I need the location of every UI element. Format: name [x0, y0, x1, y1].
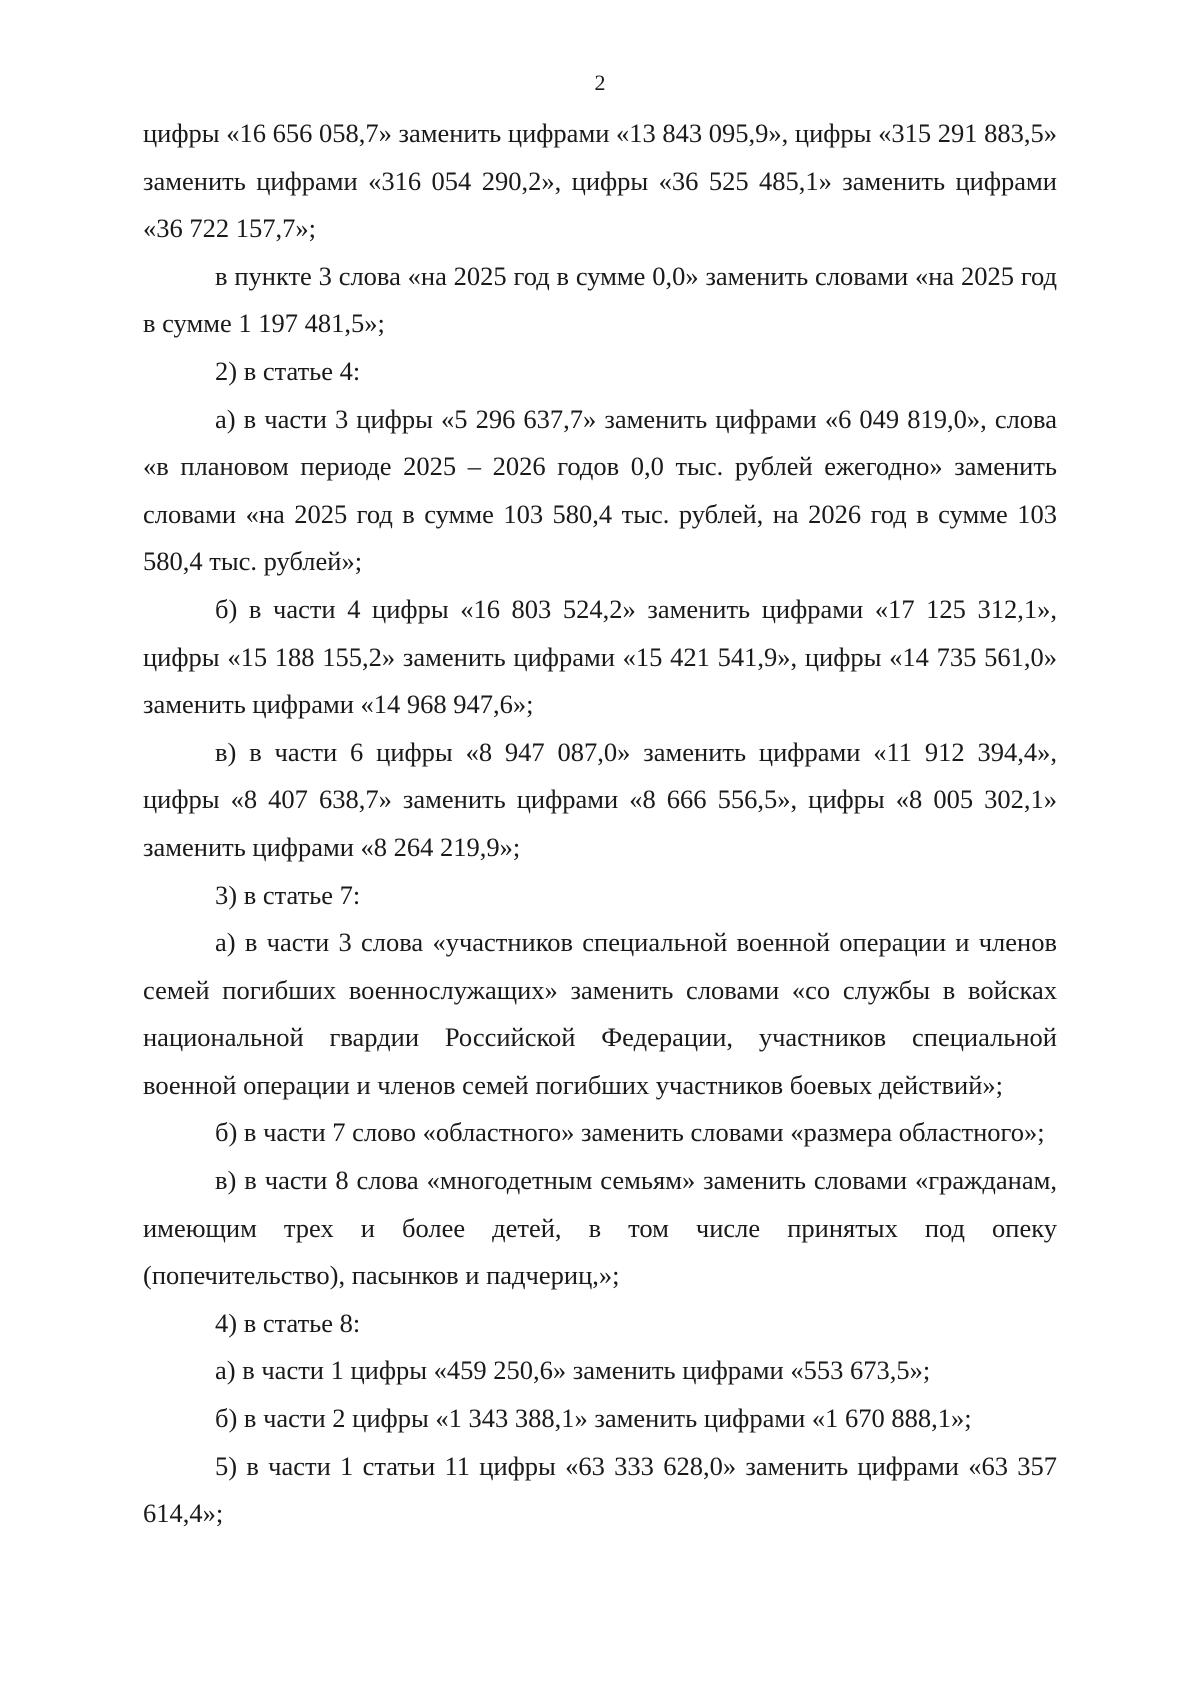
page-number: 2 — [594, 70, 606, 95]
paragraph-article-8-a: а) в части 1 цифры «459 250,6» заменить цифрами «553 673,5»; — [215, 1355, 931, 1386]
paragraph-article-4-b: б) в части 4 цифры «16 803 524,2» заменить цифрами «17 125 312,1», цифры «15 188 155,2» заменить цифрами «15 421 541,9», цифры «14 735 561,0» заменить цифрами «14 968 947,6»; — [143, 593, 1057, 720]
paragraph-article-4-a: а) в части 3 цифры «5 296 637,7» заменить цифрами «6 049 819,0», слова «в плановом периоде 2025 – 2026 годов 0,0 тыс. рублей ежегодно» заменить словами «на 2025 год в сумме 103 580,4 тыс. рублей, на 2026 год в сумме 103 580,4 тыс. рублей»; — [143, 403, 1057, 577]
paragraph-article-7-v: в) в части 8 слова «многодетным семьям» заменить словами «гражданам, имеющим трех и более детей, в том числе принятых под опеку (попечительство), пасынков и падчериц,»; — [143, 1165, 1057, 1291]
paragraph-amounts-continuation: цифры «16 656 058,7» заменить цифрами «13 843 095,9», цифры «315 291 883,5» заменить цифрами «316 054 290,2», цифры «36 525 485,1» заменить цифрами «36 722 157,7»; — [143, 118, 1057, 244]
paragraph-article-7-heading: 3) в статье 7: — [215, 879, 361, 910]
paragraph-article-8-heading: 4) в статье 8: — [215, 1307, 361, 1338]
paragraph-article-4-heading: 2) в статье 4: — [215, 355, 361, 386]
paragraph-point-3: в пункте 3 слова «на 2025 год в сумме 0,0» заменить словами «на 2025 год в сумме 1 197 481,5»; — [143, 260, 1057, 339]
paragraph-article-7-a: а) в части 3 слова «участников специальной военной операции и членов семей погибших военнослужащих» заменить словами «со службы в войсках национальной гвардии Российской Федерации, участников специальной военной операции и членов семей погибших участников боевых действий»; — [143, 927, 1057, 1100]
paragraph-article-4-v: в) в части 6 цифры «8 947 087,0» заменить цифрами «11 912 394,4», цифры «8 407 638,7» заменить цифрами «8 666 556,5», цифры «8 005 302,1» заменить цифрами «8 264 219,9»; — [143, 736, 1057, 862]
paragraph-article-7-b: б) в части 7 слово «областного» заменить словами «размера областного»; — [215, 1117, 1045, 1148]
document-body — [143, 110, 1057, 1538]
paragraph-article-8-b: б) в части 2 цифры «1 343 388,1» заменить цифрами «1 670 888,1»; — [215, 1403, 972, 1434]
paragraph-article-11: 5) в части 1 статьи 11 цифры «63 333 628,0» заменить цифрами «63 357 614,4»; — [143, 1450, 1057, 1529]
